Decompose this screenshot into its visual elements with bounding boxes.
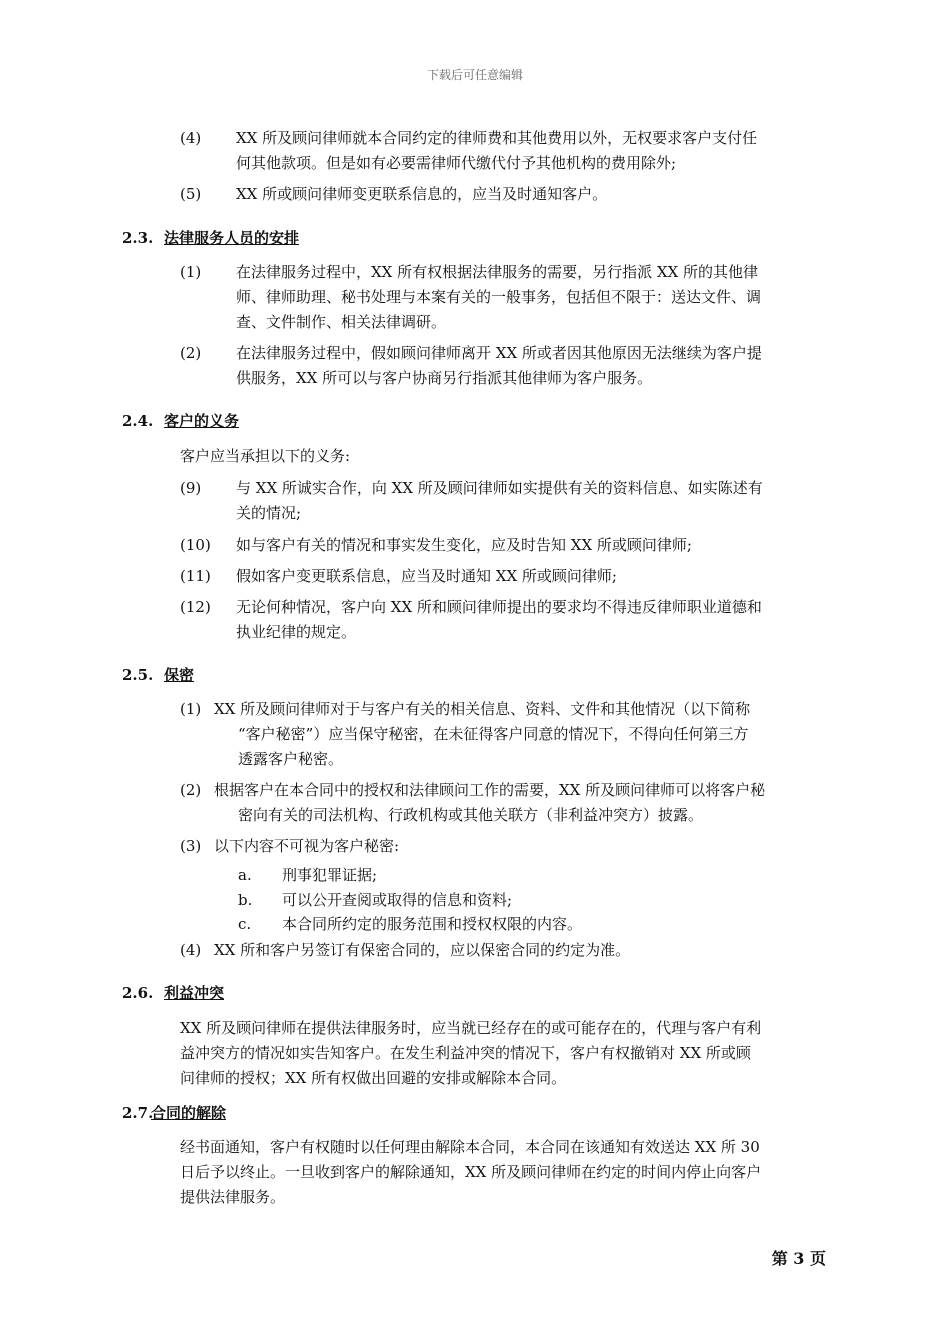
paragraph-line: 问律师的授权；XX 所有权做出回避的安排或解除本合同。 <box>180 1069 567 1087</box>
section-title: 合同的解除 <box>151 1104 227 1122</box>
item-line: 假如客户变更联系信息，应当及时通知 XX 所或顾问律师; <box>236 567 617 585</box>
item-number: (1) <box>180 263 202 281</box>
item-number: (5) <box>180 185 202 203</box>
paragraph-line: 提供法律服务。 <box>180 1188 286 1206</box>
item-number: (12) <box>180 598 211 616</box>
item-line: 根据客户在本合同中的授权和法律顾问工作的需要，XX 所及顾问律师可以将客户秘 <box>214 781 766 799</box>
section-title: 法律服务人员的安排 <box>164 229 300 247</box>
section-intro: 客户应当承担以下的义务: <box>180 447 351 465</box>
item-line: XX 所及顾问律师就本合同约定的律师费和其他费用以外，无权要求客户支付任 <box>236 129 758 147</box>
item-number: (4) <box>180 129 202 147</box>
section-number: 2.4. <box>122 412 154 430</box>
item-line: 密向有关的司法机构、行政机构或其他关联方（非利益冲突方）披露。 <box>238 806 704 824</box>
subitem-label: a. <box>238 866 252 884</box>
subitem-label: b. <box>238 891 253 909</box>
item-line: 与 XX 所诚实合作，向 XX 所及顾问律师如实提供有关的资料信息、如实陈述有 <box>236 479 763 497</box>
section-number: 2.3. <box>122 229 154 247</box>
item-number: (2) <box>180 344 202 362</box>
section-number: 2.6. <box>122 984 154 1002</box>
subitem-label: c. <box>238 915 252 933</box>
item-line: 无论何种情况，客户向 XX 所和顾问律师提出的要求均不得违反律师职业道德和 <box>236 598 762 616</box>
paragraph-line: 经书面通知，客户有权随时以任何理由解除本合同，本合同在该通知有效送达 XX 所 30 <box>180 1138 760 1156</box>
item-line: 在法律服务过程中，假如顾问律师离开 XX 所或者因其他原因无法继续为客户提 <box>236 344 762 362</box>
item-line: XX 所和客户另签订有保密合同的，应以保密合同的约定为准。 <box>214 941 631 959</box>
subitem-text: 可以公开查阅或取得的信息和资料; <box>282 891 513 909</box>
page-number: 第 3 页 <box>771 1249 826 1268</box>
item-number: (1) <box>180 700 202 718</box>
item-line: 师、律师助理、秘书处理与本案有关的一般事务，包括但不限于：送达文件、调 <box>236 288 762 306</box>
item-number: (11) <box>180 567 211 585</box>
item-line: 查、文件制作、相关法律调研。 <box>236 313 447 331</box>
item-line: 如与客户有关的情况和事实发生变化，应及时告知 XX 所或顾问律师; <box>236 536 692 554</box>
item-line: 何其他款项。但是如有必要需律师代缴代付予其他机构的费用除外; <box>236 154 677 172</box>
item-line: 关的情况; <box>236 504 302 522</box>
item-number: (3) <box>180 837 202 855</box>
item-number: (4) <box>180 941 202 959</box>
header-note: 下载后可任意编辑 <box>426 68 523 82</box>
item-line: 透露客户秘密。 <box>238 750 344 768</box>
section-number: 2.5. <box>122 666 154 684</box>
item-line: 供服务，XX 所可以与客户协商另行指派其他律师为客户服务。 <box>236 369 653 387</box>
paragraph-line: XX 所及顾问律师在提供法律服务时，应当就已经存在的或可能存在的，代理与客户有利 <box>180 1019 762 1037</box>
item-number: (2) <box>180 781 202 799</box>
subitem-text: 本合同所约定的服务范围和授权权限的内容。 <box>282 915 583 933</box>
section-number: 2.7. <box>122 1104 154 1122</box>
item-number: (9) <box>180 479 202 497</box>
item-line: “客户秘密”）应当保守秘密，在未征得客户同意的情况下，不得向任何第三方 <box>238 725 749 743</box>
section-title: 利益冲突 <box>164 984 225 1002</box>
paragraph-line: 益冲突方的情况如实告知客户。在发生利益冲突的情况下，客户有权撤销对 XX 所或顾 <box>180 1044 751 1062</box>
subitem-text: 刑事犯罪证据; <box>282 866 378 884</box>
item-line: 执业纪律的规定。 <box>236 623 357 641</box>
section-title: 保密 <box>164 666 195 684</box>
item-line: XX 所及顾问律师对于与客户有关的相关信息、资料、文件和其他情况（以下简称 <box>214 700 751 718</box>
item-number: (10) <box>180 536 211 554</box>
paragraph-line: 日后予以终止。一旦收到客户的解除通知，XX 所及顾问律师在约定的时间内停止向客户 <box>180 1163 762 1181</box>
section-title: 客户的义务 <box>164 412 240 430</box>
item-line: 在法律服务过程中，XX 所有权根据法律服务的需要，另行指派 XX 所的其他律 <box>236 263 759 281</box>
item-line: 以下内容不可视为客户秘密: <box>214 837 400 855</box>
item-line: XX 所或顾问律师变更联系信息的，应当及时通知客户。 <box>236 185 608 203</box>
